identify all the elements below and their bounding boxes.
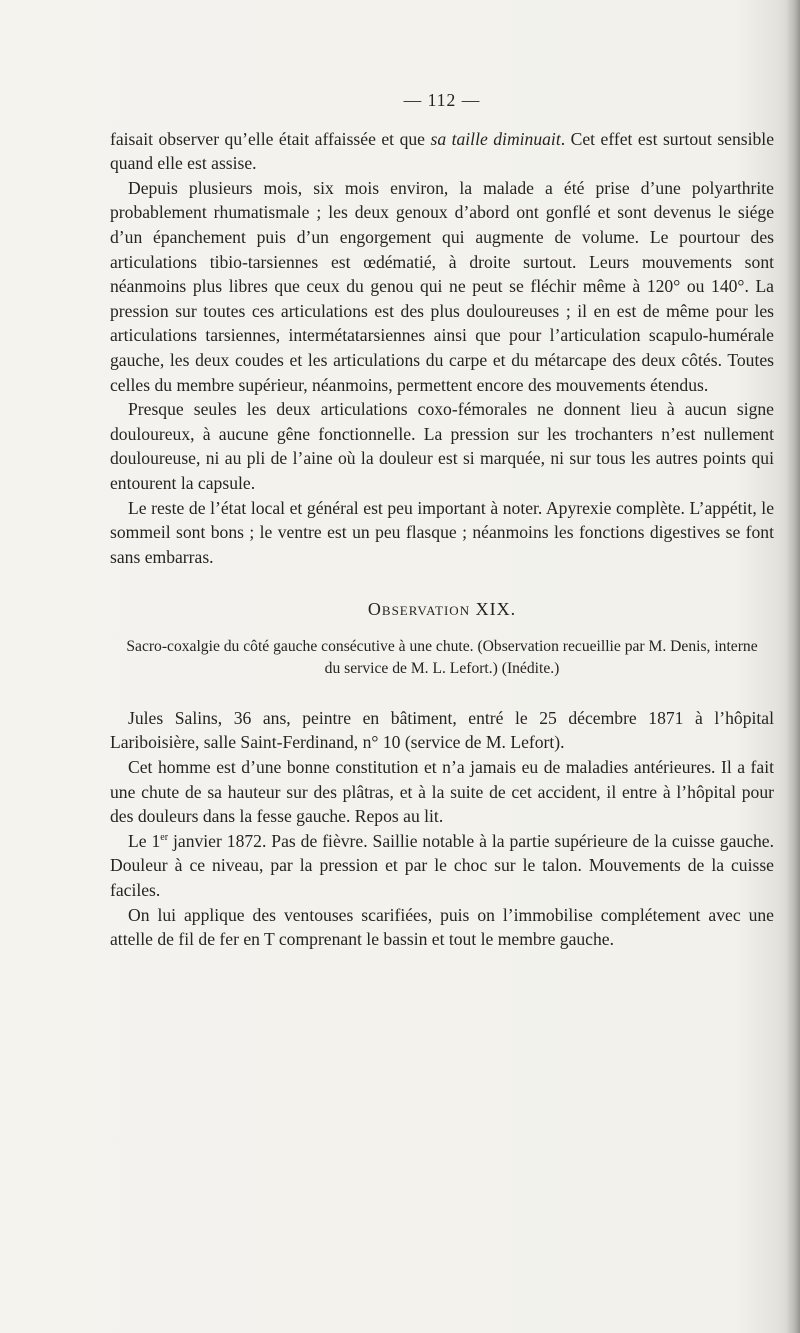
paragraph-7-end: janvier 1872. Pas de fièvre. Saillie notable à la partie supérieure de la cuisse gauche. Douleur à ce niveau, par la pression et par le choc sur le talon. Mouvements de la cuisse faciles. [110, 830, 774, 901]
page-edge-shadow [786, 0, 800, 1333]
paragraph-4: Le reste de l’état local et général est peu important à noter. Apyrexie complète. L’appétit, le sommeil sont bons ; le ventre est un peu flasque ; néanmoins les fonctions digestives se font sans embarras. [110, 497, 774, 567]
page-body [110, 88, 774, 952]
observation-subtitle: Sacro-coxalgie du côté gauche consécutive à une chute. (Observation recueillie par M. Denis, interne du service de M. L. Lefort.) (Inédite.) [126, 637, 758, 677]
paragraph-3: Presque seules les deux articulations coxo-fémorales ne donnent lieu à aucun signe douloureux, à aucune gêne fonctionnelle. La pression sur les trochanters n’est nullement douloureuse, ni au pli de l’aine où la douleur est si marquée, ni sur tous les autres points qui entourent la capsule. [110, 399, 774, 493]
paragraph-7 [110, 829, 774, 903]
paragraph-1 [110, 127, 774, 176]
italic-phrase: sa taille diminuait [430, 128, 561, 149]
ordinal-superscript: er [160, 831, 169, 843]
paragraph-2: Depuis plusieurs mois, six mois environ, la malade a été prise d’une polyarthrite probablement rhumatismale ; les deux genoux d’abord ont gonflé et sont devenus le siége d’un épanchement puis d’un engorgement qui augmente de volume. Le pourtour des articulations tibio-tarsiennes est œdématié, à droite surtout. Leurs mouvements sont néanmoins plus libres que ceux du genou qui ne peut se fléchir même à 120° ou 140°. La pression sur toutes ces articulations est des plus douloureuses ; il en est de même pour les articulations tarsiennes, intermétatarsiennes ainsi que pour l’articulation scapulo-humérale gauche, les deux coudes et les articulations du carpe et du métarcape des deux côtés. Toutes celles du membre supérieur, néanmoins, permettent encore des mouvements étendus. [110, 177, 774, 395]
paragraph-5: Jules Salins, 36 ans, peintre en bâtiment, entré le 25 décembre 1871 à l’hôpital Lariboisière, salle Saint-Ferdinand, n° 10 (service de M. Lefort). [110, 707, 774, 753]
paragraph-7-start: Le 1 [128, 830, 161, 851]
page-number: — 112 — [403, 90, 481, 110]
paragraph-1-end: . Cet effet est surtout sensible quand elle est assise. [110, 128, 775, 174]
paragraph-8: On lui applique des ventouses scarifiées, puis on l’immobilise complétement avec une attelle de fil de fer en T comprenant le bassin et tout le membre gauche. [110, 904, 774, 950]
paragraph-6: Cet homme est d’une bonne constitution et n’a jamais eu de maladies antérieures. Il a fait une chute de sa hauteur sur des plâtras, et à la suite de cet accident, il entre à l’hôpital pour des douleurs dans la fesse gauche. Repos au lit. [110, 757, 774, 827]
paragraph-1-start: faisait observer qu’elle était affaissée et que [110, 128, 431, 149]
observation-title: Observation XIX. [367, 599, 517, 620]
